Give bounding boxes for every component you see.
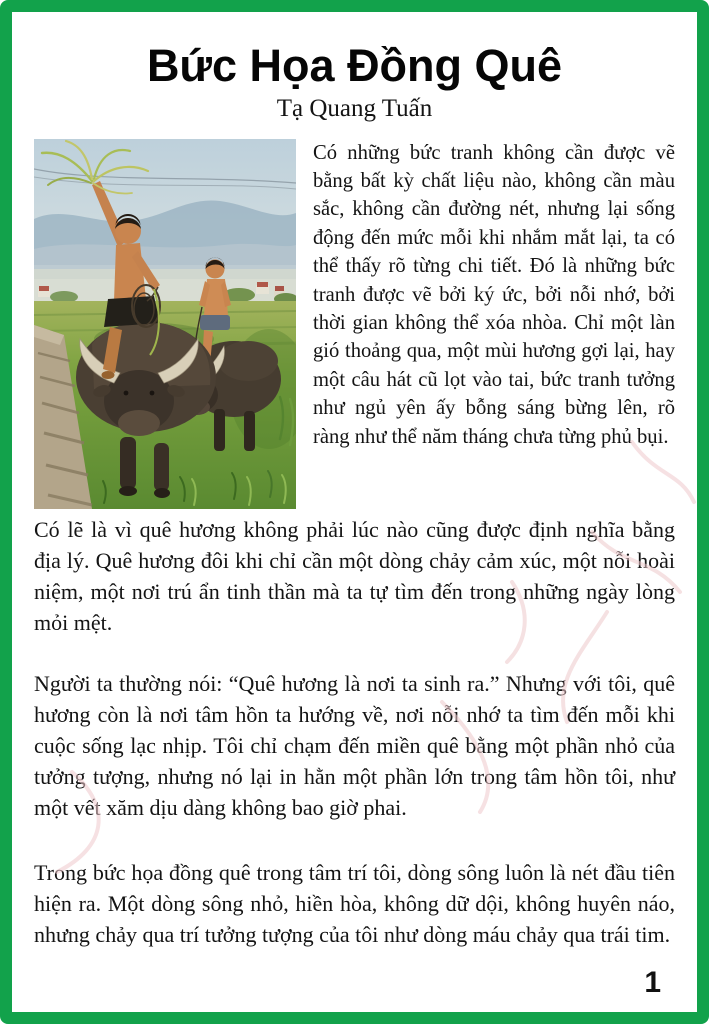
page-title: Bức Họa Đồng Quê: [146, 40, 563, 91]
page-number: 1: [644, 966, 661, 999]
lead-section: [34, 139, 675, 509]
paragraph-lead: Có những bức tranh không cần được vẽ bằng bất kỳ chất liệu nào, không cần màu sắc, không cần đường nét, nhưng lại sống động đến mức mỗi khi nhắm mắt lại, ta có thể thấy rõ từng chi tiết. Đó là những bức tranh được vẽ bởi ký ức, bởi nỗi nhớ, bởi thời gian không thể xóa nhòa. Chỉ một làn gió thoảng qua, một mùi hương gợi lại, hay một câu hát cũ lọt vào tai, bức tranh tưởng như ngủ yên ấy bỗng sáng bừng lên, rõ ràng như thể năm tháng chưa từng phủ bụi.: [313, 141, 675, 448]
paragraph-4: Trong bức họa đồng quê trong tâm trí tôi, dòng sông luôn là nét đầu tiên hiện ra. Một dòng sông nhỏ, hiền hòa, không dữ dội, không huyên náo, nhưng chảy qua trí tưởng tượng của tôi như dòng máu chảy qua trái tim.: [34, 859, 675, 947]
author-name: Tạ Quang Tuấn: [276, 94, 433, 122]
paragraph-2: Có lẽ là vì quê hương không phải lúc nào cũng được định nghĩa bằng địa lý. Quê hương đôi khi chỉ cần một dòng chảy cảm xúc, một nỗi hoài niệm, một nơi trú ẩn tinh thần mà ta tự tìm đến trong những ngày lòng mỏi mệt.: [34, 516, 675, 635]
buffalo-boys-photo: [34, 139, 296, 509]
paragraph-3: Người ta thường nói: “Quê hương là nơi ta sinh ra.” Nhưng với tôi, quê hương còn là nơi tâm hồn ta hướng về, nơi nỗi nhớ ta tìm đến mỗi khi cuộc sống lạc nhịp. Tôi chỉ chạm đến miền quê bằng một phần nhỏ của tưởng tượng, nhưng nó lại in hằn một phần lớn trong tâm hồn tôi, như một vết xăm dịu dàng không bao giờ phai.: [34, 670, 675, 820]
